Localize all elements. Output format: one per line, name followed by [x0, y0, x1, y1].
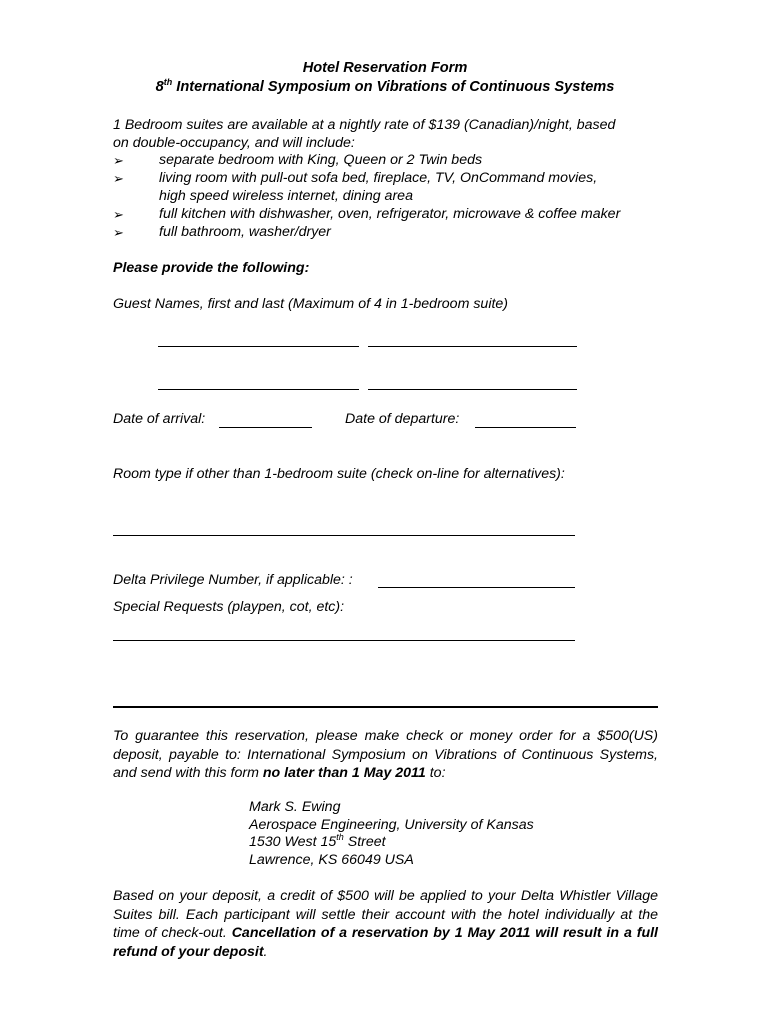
guest-name-field-2[interactable] — [368, 346, 577, 347]
street-ordinal: th — [336, 832, 344, 842]
special-requests-label: Special Requests (playpen, cot, etc): — [113, 599, 345, 615]
guarantee-paragraph — [113, 727, 658, 783]
address-street — [249, 834, 386, 850]
bullet-arrow-icon: ➢ — [113, 171, 124, 186]
section-divider — [113, 706, 658, 708]
bullet-item-continuation: high speed wireless internet, dining area — [159, 188, 413, 204]
guarantee-text: To guarantee this reservation, please make check or money order for a $500(US) deposit, payable to: International Symposium on Vibrations of Continuous Systems, and send with this form — [113, 728, 658, 781]
bullet-item: full kitchen with dishwasher, oven, refrigerator, microwave & coffee maker — [159, 206, 621, 222]
credit-paragraph — [113, 887, 658, 961]
bullet-item: separate bedroom with King, Queen or 2 Twin beds — [159, 152, 483, 168]
street-suffix: Street — [343, 834, 386, 850]
subtitle-ordinal: th — [163, 77, 173, 87]
address-city: Lawrence, KS 66049 USA — [249, 852, 414, 868]
provide-heading: Please provide the following: — [113, 260, 310, 276]
bullet-item: living room with pull-out sofa bed, fireplace, TV, OnCommand movies, — [159, 170, 598, 186]
intro-line-2: on double-occupancy, and will include: — [113, 135, 355, 151]
guarantee-after: to: — [425, 765, 446, 781]
subtitle-number: 8 — [155, 79, 164, 95]
guest-name-field-1[interactable] — [158, 346, 359, 347]
bullet-item: full bathroom, washer/dryer — [159, 224, 331, 240]
credit-text: Based on your deposit, a credit of $500 will be applied to your Delta Whistler Village Suites bill. Each participant will settle their account with the hotel individually at the time of check-out. — [113, 888, 658, 941]
form-subtitle — [0, 79, 770, 95]
room-type-label: Room type if other than 1-bedroom suite (check on-line for alternatives): — [113, 466, 565, 482]
delta-privilege-label: Delta Privilege Number, if applicable: : — [113, 572, 353, 588]
intro-line-1: 1 Bedroom suites are available at a nightly rate of $139 (Canadian)/night, based — [113, 117, 616, 133]
special-requests-field[interactable] — [113, 640, 575, 641]
cancellation-notice: Cancellation of a reservation by 1 May 2011 will result in a full refund of your deposit — [113, 925, 658, 960]
departure-date-field[interactable] — [475, 427, 576, 428]
room-type-field[interactable] — [113, 535, 575, 536]
arrival-date-field[interactable] — [219, 427, 312, 428]
address-name: Mark S. Ewing — [249, 799, 341, 815]
street-prefix: 1530 West 15 — [249, 834, 337, 850]
bullet-arrow-icon: ➢ — [113, 225, 124, 240]
form-title: Hotel Reservation Form — [302, 60, 468, 76]
guest-names-label: Guest Names, first and last (Maximum of 4 in 1-bedroom suite) — [113, 296, 509, 312]
subtitle-text: International Symposium on Vibrations of Continuous Systems — [172, 79, 615, 95]
arrival-label: Date of arrival: — [113, 411, 206, 427]
guest-name-field-3[interactable] — [158, 389, 359, 390]
address-department: Aerospace Engineering, University of Kansas — [249, 817, 534, 833]
credit-end: . — [263, 943, 268, 960]
guarantee-deadline: no later than 1 May 2011 — [262, 765, 426, 781]
bullet-arrow-icon: ➢ — [113, 207, 124, 222]
bullet-arrow-icon: ➢ — [113, 153, 124, 168]
delta-privilege-field[interactable] — [378, 587, 575, 588]
guest-name-field-4[interactable] — [368, 389, 577, 390]
departure-label: Date of departure: — [345, 411, 460, 427]
